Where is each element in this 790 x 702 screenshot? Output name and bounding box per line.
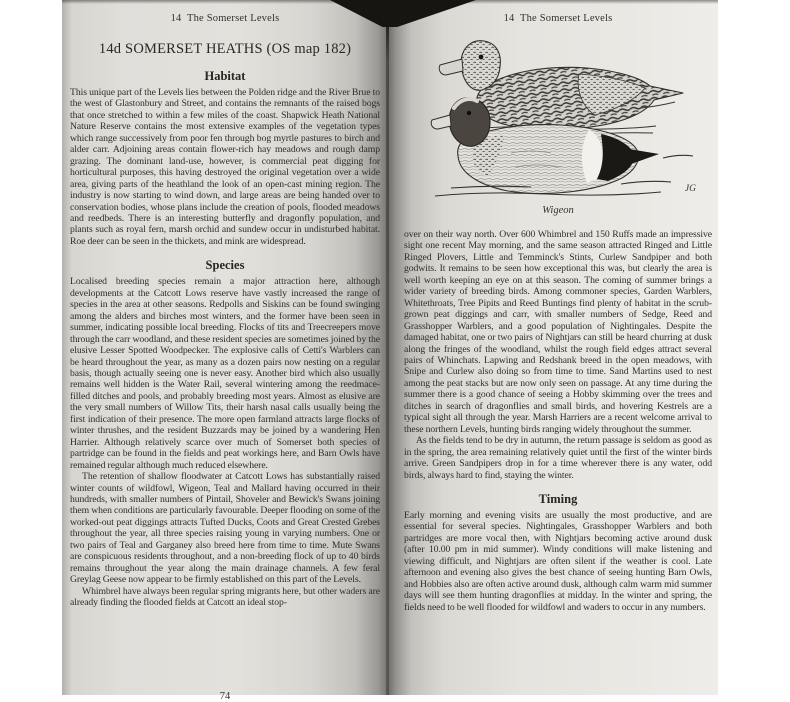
illustration-caption: Wigeon: [542, 205, 574, 216]
timing-paragraph: Early morning and evening visits are usually the most productive, and are essential for several species. Nightingales, Grasshopper Warblers and both partridges are more vocal then, with Nightjars becoming active around dusk (after 10.00 pm in mid summer). Windy conditions will make listening and viewing difficult, and Nightjars are often silent if the weather is cool. Late afternoon and evening also gives the best chance of seeing hunting Barn Owls, and Hobbies also are often active around dusk, although calm warm mid summer days will see them hunting dragonflies at midday. In the winter and spring, the fields need to be well flooded for wildfowl and waders to occur in any numbers.: [404, 509, 712, 613]
wigeon-illustration: [430, 36, 700, 202]
right-page: [388, 0, 718, 695]
artist-initials: JG: [684, 184, 696, 194]
habitat-heading: Habitat: [204, 69, 246, 83]
page-number: 74: [219, 691, 231, 702]
wigeon-illustration-frame: [430, 36, 700, 202]
section-title: 14d SOMERSET HEATHS (OS map 182): [98, 41, 352, 57]
left-page-content: [62, 0, 388, 695]
right-page-content: [388, 0, 718, 695]
species-paragraph-3: Whimbrel have always been regular spring migrants here, but other waders are already finding the flooded fields at Catcott an ideal stop-: [70, 585, 380, 609]
species-continued-paragraph-1: over on their way north. Over 600 Whimbrel and 150 Ruffs made an impressive sight one recent May morning, and the same season attracted Ringed and Little Ringed Plovers, Little and Temminck's Stints, Curlew Sandpiper and both godwits. It remains to be seen how exceptional this was, but clearly the area is well worth keeping an eye on at this season. The coming of summer brings a wider variety of breeding birds. Among commoner species, Garden Warblers, Whitethroats, Tree Pipits and Reed Buntings find plenty of habitat in the scrub-grown peat diggings and carr, with smaller numbers of Sedge, Reed and Grasshopper Warblers, and a good population of Nightingales. Despite the damaged habitat, one or two pairs of Nightjars can still be heard churring at dusk along the fringes of the woodland, whilst the rough field edges attract several pairs of Whinchats. Lapwing and Redshank breed in the open meadows, with Snipe and Curlew also doing so from time to time. Sand Martins used to nest among the peat stacks but are now only seen on passage. At any time during the summer there is a good chance of seeing a Hobby skimming over the trees and ditches in search of dragonflies and small birds, and hovering Kestrels are a typical sight all through the year. Marsh Harriers are a recent welcome arrival to these northern Levels, hunting birds ranging widely throughout the summer.: [404, 229, 712, 435]
species-paragraph-1: Localised breeding species remain a major attraction here, although developments at the Catcott Lows reserve have vastly increased the range of species in the area at other seasons. Redpolls and Siskins can be found swinging among the alders and birches most winters, and the former have been seen in summer, indicating possible local breeding. Flocks of tits and Treecreepers move through the carr woodland, and these resident species are sometimes joined by the elusive Lesser Spotted Woodpecker. The explosive calls of Cetti's Warblers can be heard throughout the year, as many as a dozen pairs now nesting on a regular basis, though actually seeing one is never easy. Another bird which also usually remains well hidden is the Water Rail, several wintering among the reedmace-filled ditches and pools, and probably breeding most years. Almost as elusive are the very small numbers of Willow Tits, their harsh nasal calls usually being the first indication of their presence. The more open farmland attracts large flocks of winter thrushes, and the resident Buzzards may be joined by a wandering Hen Harrier. Although relatively scarce over much of Somerset both species of partridge can be found in the fields and peat workings here, and Barn Owls have remained regular although much reduced elsewhere.: [70, 276, 380, 471]
timing-heading: Timing: [538, 491, 578, 506]
species-paragraph-2: The retention of shallow floodwater at Catcott Lows has substantially raised winter counts of wildfowl, Wigeon, Teal and Mallard having occurred in their hundreds, with smaller numbers of Pintail, Shoveler and Bewick's Swans joining them when conditions are particularly favourable. Deeper flooding on some of the worked-out peat diggings attracts Tufted Ducks, Coots and Great Crested Grebes throughout the year, all three species raising young in varying numbers. One or two pairs of Teal and Garganey also breed here from time to time. Mute Swans are conspicuous residents throughout, and a non-breeding flock of up to 40 birds remains throughout the year along the main drainage channels. A few feral Greylag Geese now appear to be firmly established on this part of the Levels.: [70, 471, 380, 586]
left-page: [62, 0, 388, 702]
right-running-header: 14 The Somerset Levels: [503, 13, 613, 24]
species-heading: Species: [205, 258, 245, 273]
left-running-header: 14 The Somerset Levels: [170, 13, 280, 24]
species-continued-paragraph-2: As the fields tend to be dry in autumn, the return passage is seldom as good as in the spring, the area remaining relatively quiet until the first of the winter birds arrive. Green Sandpipers drop in for a time wherever there is any water, odd birds, always hard to find, staying the winter.: [404, 435, 712, 481]
habitat-paragraph: This unique part of the Levels lies between the Polden ridge and the River Brue to the west of Glastonbury and Street, and contains the remnants of the raised bogs that once stretched to within a few miles of the coast. Shapwick Heath National Nature Reserve contains the most extensive examples of the vegetation types which range successively from poor fen through bog myrtle pastures to birch and alder carr. Adjoining areas contain flower-rich hay meadows and rough damp grazing. The dominant land-use, however, is commercial peat digging for horticultural purposes, this having destroyed the original vegetation over a wide area, giving parts of the heathland the look of an open-cast mining region. The industry is now starting to wind down, and large areas are being handed over to conservation bodies, whose plans include the creation of pools, flooded meadows and reedbeds. There is an interesting butterfly and dragonfly population, and plants such as royal fern, marsh orchid and sundew occur in undisturbed habitat. Roe deer can be seen in the thickets, and mink are widespread.: [70, 87, 380, 247]
